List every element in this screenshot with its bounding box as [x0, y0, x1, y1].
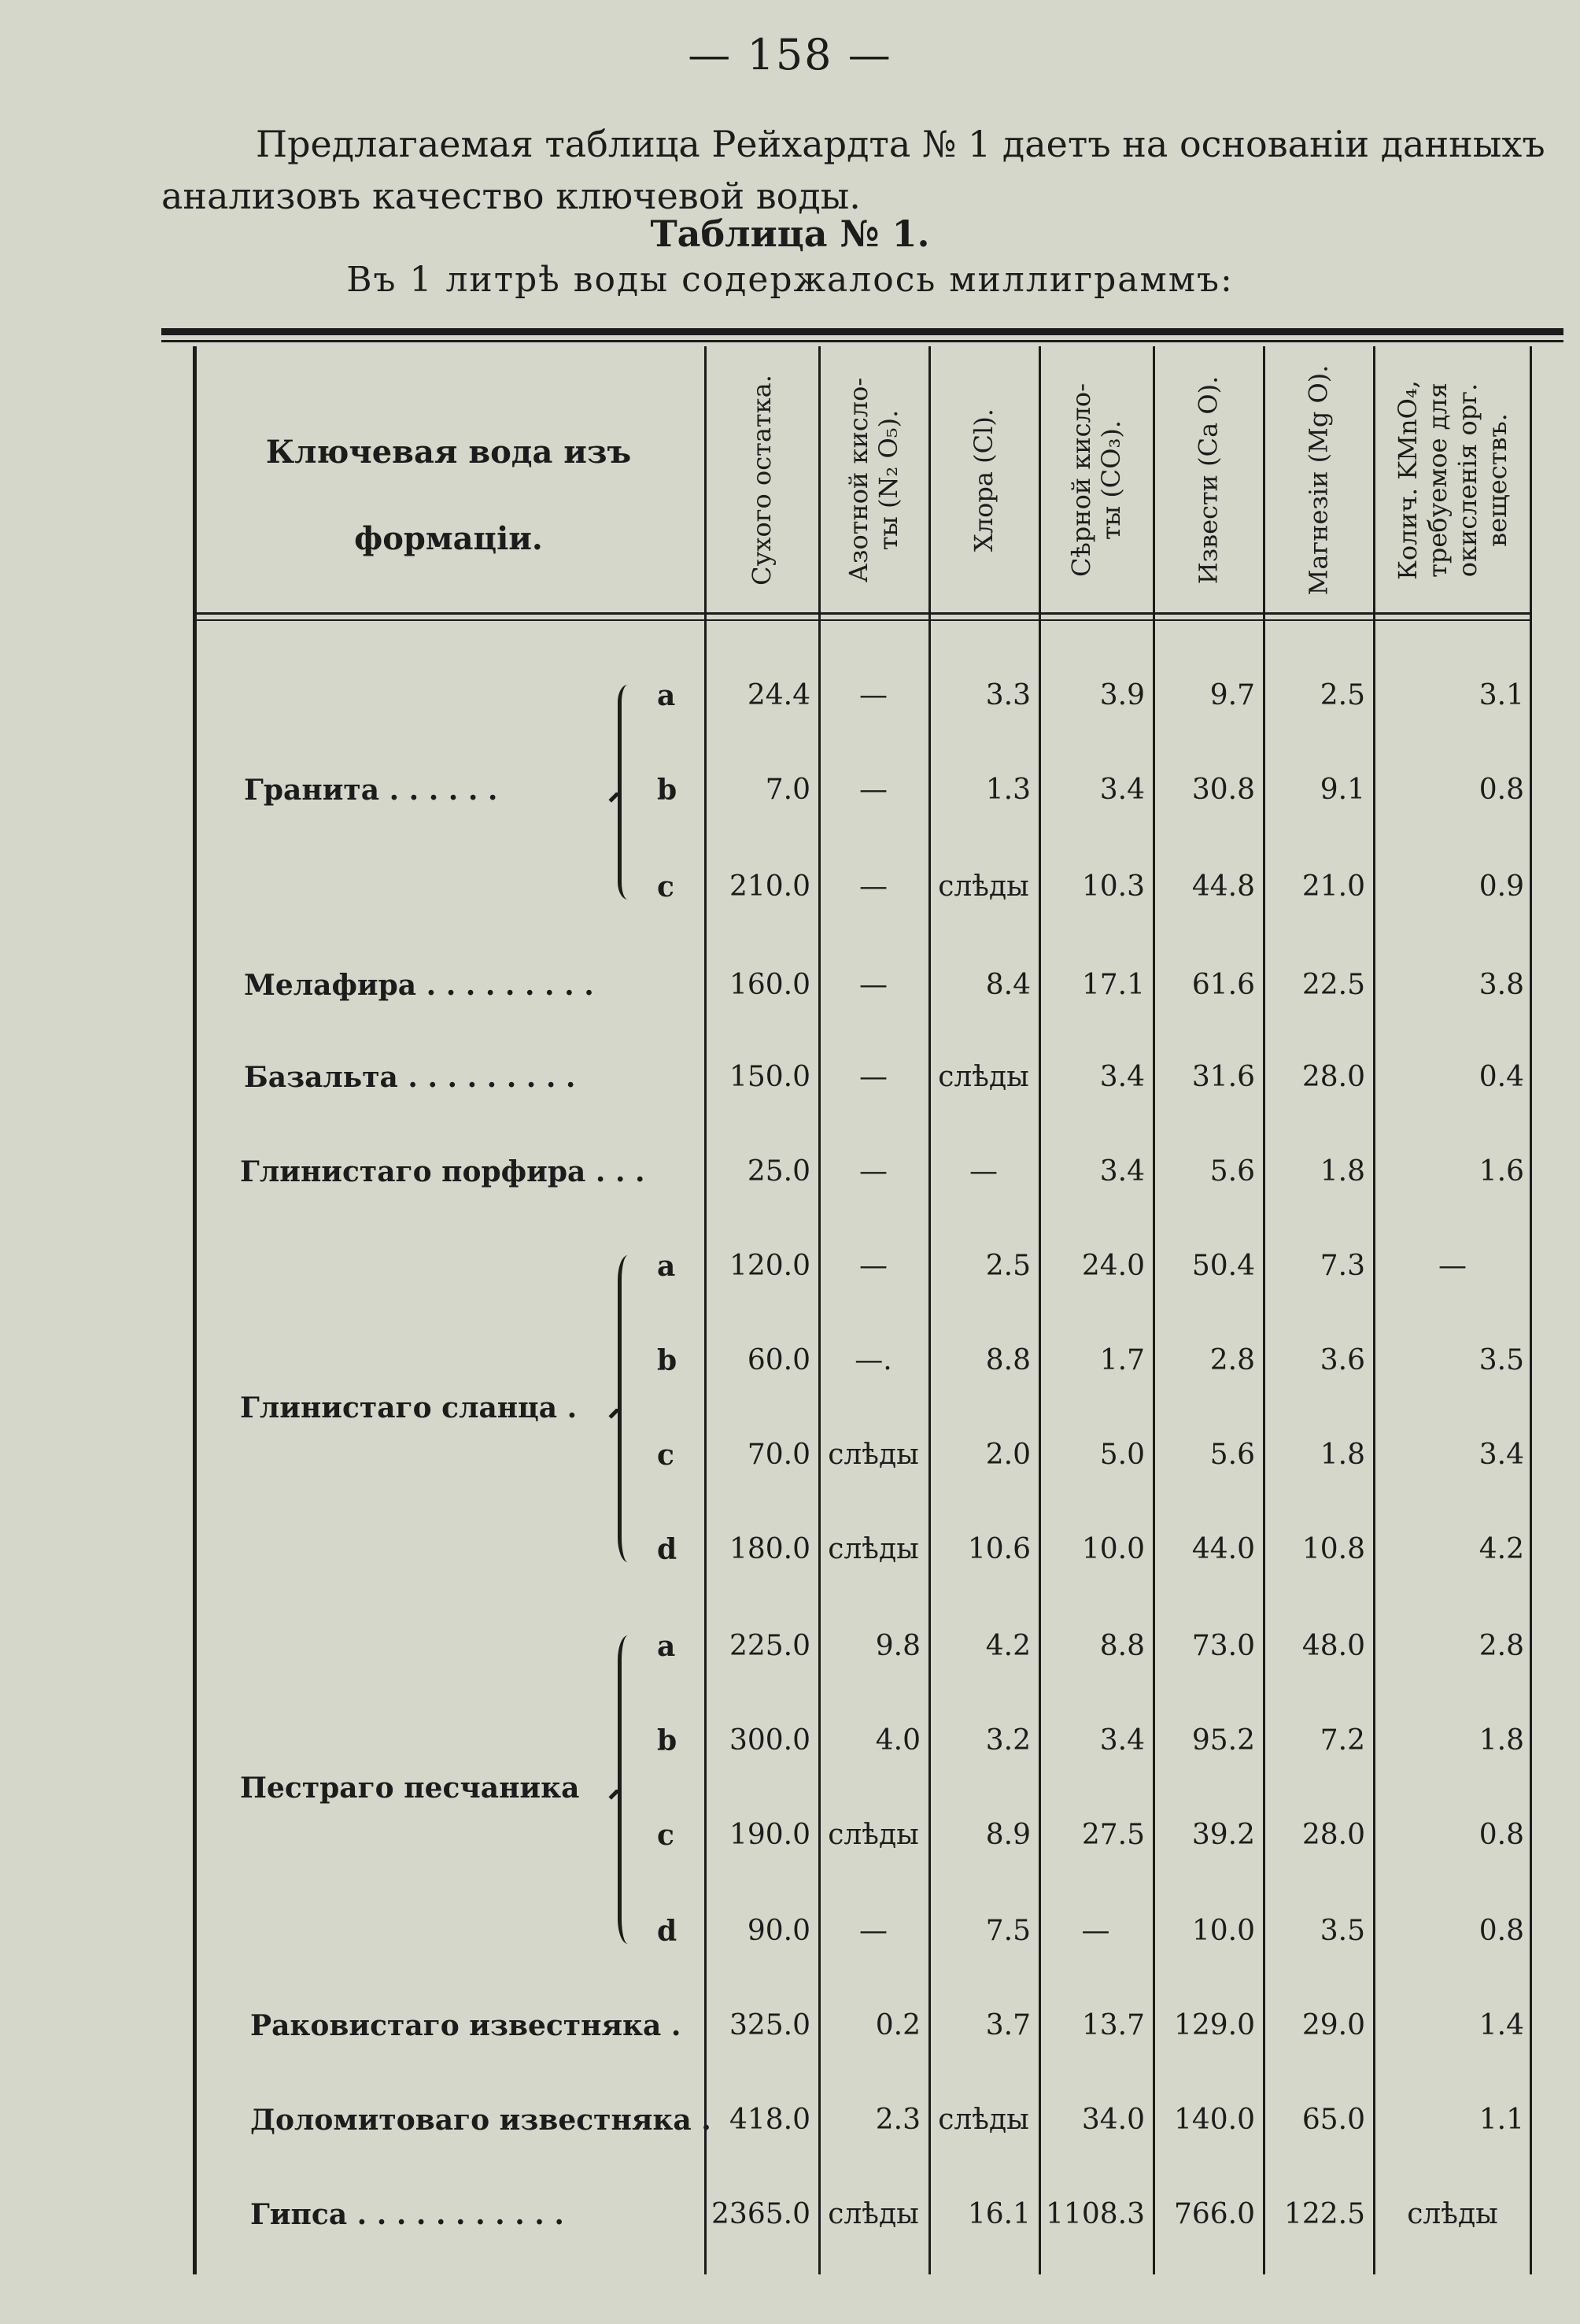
row-sub-label: c: [657, 1819, 674, 1852]
table-cell: 70.0: [747, 1439, 810, 1471]
table-cell: —: [859, 1061, 888, 1093]
table-cell: 3.7: [985, 2009, 1031, 2041]
table-cell: 3.4: [1099, 1155, 1145, 1188]
column-divider: [928, 346, 931, 2274]
table-cell: 24.0: [1081, 1250, 1145, 1282]
column-header: [1039, 350, 1153, 610]
table-cell: 120.0: [729, 1250, 810, 1282]
table-cell: 418.0: [729, 2104, 810, 2136]
column-header-label: Азотной кисло- ты (N₂ O₅).: [844, 377, 903, 583]
table-cell: 3.5: [1478, 1344, 1524, 1376]
table-cell: —: [859, 774, 888, 806]
table-cell: 0.9: [1478, 870, 1524, 903]
table-cell: 2.0: [985, 1439, 1031, 1471]
row-sub-label: b: [657, 1344, 677, 1377]
row-formation-name: Гранита . . . . . .: [244, 774, 498, 807]
table-cell: 210.0: [729, 870, 810, 903]
table-cell: —: [1081, 1915, 1110, 1947]
table-cell: 44.0: [1191, 1533, 1255, 1565]
row-formation-name: Гипса . . . . . . . . . . .: [250, 2198, 564, 2231]
table-cell: 8.8: [985, 1344, 1031, 1376]
table-cell: 34.0: [1081, 2104, 1145, 2136]
table-cell: 2.5: [1320, 679, 1365, 711]
table-cell: —: [859, 870, 888, 903]
table-cell: 1.1: [1478, 2104, 1524, 2136]
table-cell: слѣды: [828, 1819, 919, 1851]
table-cell: 1.6: [1478, 1155, 1524, 1188]
row-sub-label: d: [657, 1533, 677, 1566]
table-cell: 225.0: [729, 1630, 810, 1662]
table-cell: 90.0: [747, 1915, 810, 1947]
table-cell: 10.0: [1191, 1915, 1255, 1947]
table-cell: 7.5: [985, 1915, 1031, 1947]
column-header-label: Магнезіи (Mg O).: [1303, 364, 1334, 596]
table-cell: 1.8: [1320, 1155, 1365, 1188]
column-divider: [704, 346, 707, 2274]
table-cell: 7.3: [1320, 1250, 1365, 1282]
column-header: [704, 350, 818, 610]
table-cell: 27.5: [1081, 1819, 1145, 1851]
table-cell: —: [859, 679, 888, 711]
table-cell: —: [859, 1155, 888, 1188]
intro-line-2: анализовъ качество ключевой воды.: [161, 175, 861, 217]
table-cell: 4.0: [875, 1724, 921, 1757]
table-cell: 24.4: [747, 679, 810, 711]
table-cell: 17.1: [1081, 969, 1145, 1001]
column-header: [928, 350, 1039, 610]
intro-line-1: Предлагаемая таблица Рейхардта № 1 даетъ на основаніи данныхъ: [256, 123, 1545, 165]
table-cell: 3.2: [985, 1724, 1031, 1757]
table-cell: 9.7: [1209, 679, 1255, 711]
table-cell: 10.3: [1081, 870, 1145, 903]
group-brace: [618, 685, 638, 900]
table-cell: 25.0: [747, 1155, 810, 1188]
table-cell: 0.8: [1478, 1915, 1524, 1947]
table-cell: —.: [855, 1344, 892, 1376]
table-cell: 10.8: [1301, 1533, 1365, 1565]
table-cell: —: [859, 969, 888, 1001]
table-cell: —: [969, 1155, 998, 1188]
table-cell: слѣды: [828, 1533, 919, 1565]
table-cell: —: [1438, 1250, 1467, 1282]
table-cell: 150.0: [729, 1061, 810, 1093]
table-cell: 140.0: [1173, 2104, 1255, 2136]
table-cell: 1.7: [1099, 1344, 1145, 1376]
table-cell: 300.0: [729, 1724, 810, 1757]
row-sub-label: a: [657, 1630, 676, 1663]
column-header-label: Сухого остатка.: [746, 375, 777, 586]
group-brace: [618, 1635, 638, 1944]
row-sub-label: d: [657, 1915, 677, 1948]
table-cell: 95.2: [1191, 1724, 1255, 1757]
table-cell: 48.0: [1301, 1630, 1365, 1662]
column-header-label: Сѣрной кисло- ты (CO₃).: [1065, 382, 1126, 578]
formation-column-header: [197, 409, 700, 582]
column-header: [818, 350, 928, 610]
column-divider: [1153, 346, 1155, 2274]
table-cell: 9.8: [875, 1630, 921, 1662]
table-cell: 3.6: [1320, 1344, 1365, 1376]
table-cell: 180.0: [729, 1533, 810, 1565]
table-cell: 44.8: [1191, 870, 1255, 903]
table-cell: 3.4: [1099, 1724, 1145, 1757]
table-cell: 39.2: [1191, 1819, 1255, 1851]
data-table: [193, 346, 1532, 2274]
row-formation-name: Глинистаго сланца .: [240, 1391, 578, 1424]
table-cell: 5.6: [1209, 1155, 1255, 1188]
table-top-rule: [161, 328, 1563, 335]
row-sub-label: a: [657, 1250, 676, 1283]
column-divider: [1373, 346, 1375, 2274]
table-cell: 2.8: [1478, 1630, 1524, 1662]
table-cell: 3.4: [1478, 1439, 1524, 1471]
column-header-label: Колич. KMnO₄, требуемое для окисленія орг. веществъ.: [1393, 380, 1513, 580]
table-subtitle: Въ 1 литрѣ воды содержалось миллиграммъ:: [346, 260, 1234, 300]
table-cell: 5.6: [1209, 1439, 1255, 1471]
table-title: Таблица № 1.: [650, 212, 930, 255]
column-divider: [1263, 346, 1265, 2274]
table-cell: 7.0: [765, 774, 810, 806]
row-formation-name: Раковистаго известняка .: [250, 2009, 681, 2042]
row-formation-name: Пестраго песчаника: [240, 1772, 580, 1805]
table-cell: 3.9: [1099, 679, 1145, 711]
table-cell: 2.8: [1209, 1344, 1255, 1376]
row-formation-name: Глинистаго порфира . . .: [240, 1155, 645, 1188]
table-top-rule-thin: [161, 340, 1563, 342]
table-cell: 9.1: [1320, 774, 1365, 806]
table-cell: 65.0: [1301, 2104, 1365, 2136]
table-cell: 61.6: [1191, 969, 1255, 1001]
table-cell: 3.4: [1099, 1061, 1145, 1093]
table-cell: 50.4: [1191, 1250, 1255, 1282]
row-sub-label: b: [657, 774, 677, 807]
table-cell: 73.0: [1191, 1630, 1255, 1662]
row-sub-label: b: [657, 1724, 677, 1757]
header-bottom-rule: [193, 612, 1532, 615]
table-cell: 2365.0: [711, 2198, 810, 2230]
table-cell: 2.5: [985, 1250, 1031, 1282]
table-cell: слѣды: [828, 2198, 919, 2230]
column-header-label: Хлора (Cl).: [969, 408, 999, 552]
table-cell: 3.1: [1478, 679, 1524, 711]
table-cell: —: [859, 1915, 888, 1947]
table-cell: 1.3: [985, 774, 1031, 806]
table-cell: 3.3: [985, 679, 1031, 711]
table-cell: 13.7: [1081, 2009, 1145, 2041]
table-cell: —: [859, 1250, 888, 1282]
intro-paragraph: [161, 118, 1562, 222]
column-header: [1263, 350, 1373, 610]
column-divider: [818, 346, 821, 2274]
row-formation-name: Мелафира . . . . . . . . .: [244, 969, 594, 1002]
table-cell: 190.0: [729, 1819, 810, 1851]
table-cell: 0.8: [1478, 774, 1524, 806]
table-cell: 3.4: [1099, 774, 1145, 806]
table-cell: слѣды: [1407, 2198, 1498, 2230]
table-cell: 1108.3: [1046, 2198, 1145, 2230]
table-cell: 10.6: [967, 1533, 1031, 1565]
group-brace: [618, 1255, 638, 1562]
column-header-label: Извести (Ca O).: [1193, 375, 1224, 585]
table-cell: 3.5: [1320, 1915, 1365, 1947]
table-cell: 21.0: [1301, 870, 1365, 903]
table-cell: 766.0: [1173, 2198, 1255, 2230]
table-cell: 0.2: [875, 2009, 921, 2041]
row-sub-label: c: [657, 1439, 674, 1472]
table-cell: 4.2: [985, 1630, 1031, 1662]
table-cell: 2.3: [875, 2104, 921, 2136]
column-header: [1153, 350, 1263, 610]
row-formation-name: Доломитоваго известняка .: [250, 2104, 711, 2137]
table-cell: 4.2: [1478, 1533, 1524, 1565]
table-cell: 0.8: [1478, 1819, 1524, 1851]
table-cell: 1.8: [1478, 1724, 1524, 1757]
table-cell: 31.6: [1191, 1061, 1255, 1093]
table-cell: 29.0: [1301, 2009, 1365, 2041]
table-cell: 7.2: [1320, 1724, 1365, 1757]
page-number: — 158 —: [688, 30, 892, 79]
table-cell: 8.8: [1099, 1630, 1145, 1662]
table-cell: 8.4: [985, 969, 1031, 1001]
column-divider: [1039, 346, 1041, 2274]
row-sub-label: c: [657, 870, 674, 903]
table-cell: 30.8: [1191, 774, 1255, 806]
table-cell: 129.0: [1173, 2009, 1255, 2041]
formation-header-line-2: формаціи.: [354, 520, 543, 557]
table-cell: 60.0: [747, 1344, 810, 1376]
table-cell: 0.4: [1478, 1061, 1524, 1093]
table-cell: 16.1: [967, 2198, 1031, 2230]
table-cell: 325.0: [729, 2009, 810, 2041]
table-cell: слѣды: [938, 870, 1029, 903]
table-cell: 8.9: [985, 1819, 1031, 1851]
row-sub-label: a: [657, 679, 676, 712]
table-cell: 160.0: [729, 969, 810, 1001]
table-cell: слѣды: [828, 1439, 919, 1471]
table-cell: слѣды: [938, 2104, 1029, 2136]
formation-header-line-1: Ключевая вода изъ: [265, 434, 632, 471]
table-cell: 1.4: [1478, 2009, 1524, 2041]
table-cell: 28.0: [1301, 1819, 1365, 1851]
table-cell: 28.0: [1301, 1061, 1365, 1093]
table-cell: слѣды: [938, 1061, 1029, 1093]
row-formation-name: Базальта . . . . . . . . .: [244, 1061, 576, 1094]
header-bottom-rule-thin: [193, 619, 1532, 621]
table-cell: 1.8: [1320, 1439, 1365, 1471]
table-cell: 5.0: [1099, 1439, 1145, 1471]
table-cell: 122.5: [1283, 2198, 1365, 2230]
table-cell: 22.5: [1301, 969, 1365, 1001]
table-cell: 3.8: [1478, 969, 1524, 1001]
column-header: [1373, 350, 1532, 610]
table-cell: 10.0: [1081, 1533, 1145, 1565]
